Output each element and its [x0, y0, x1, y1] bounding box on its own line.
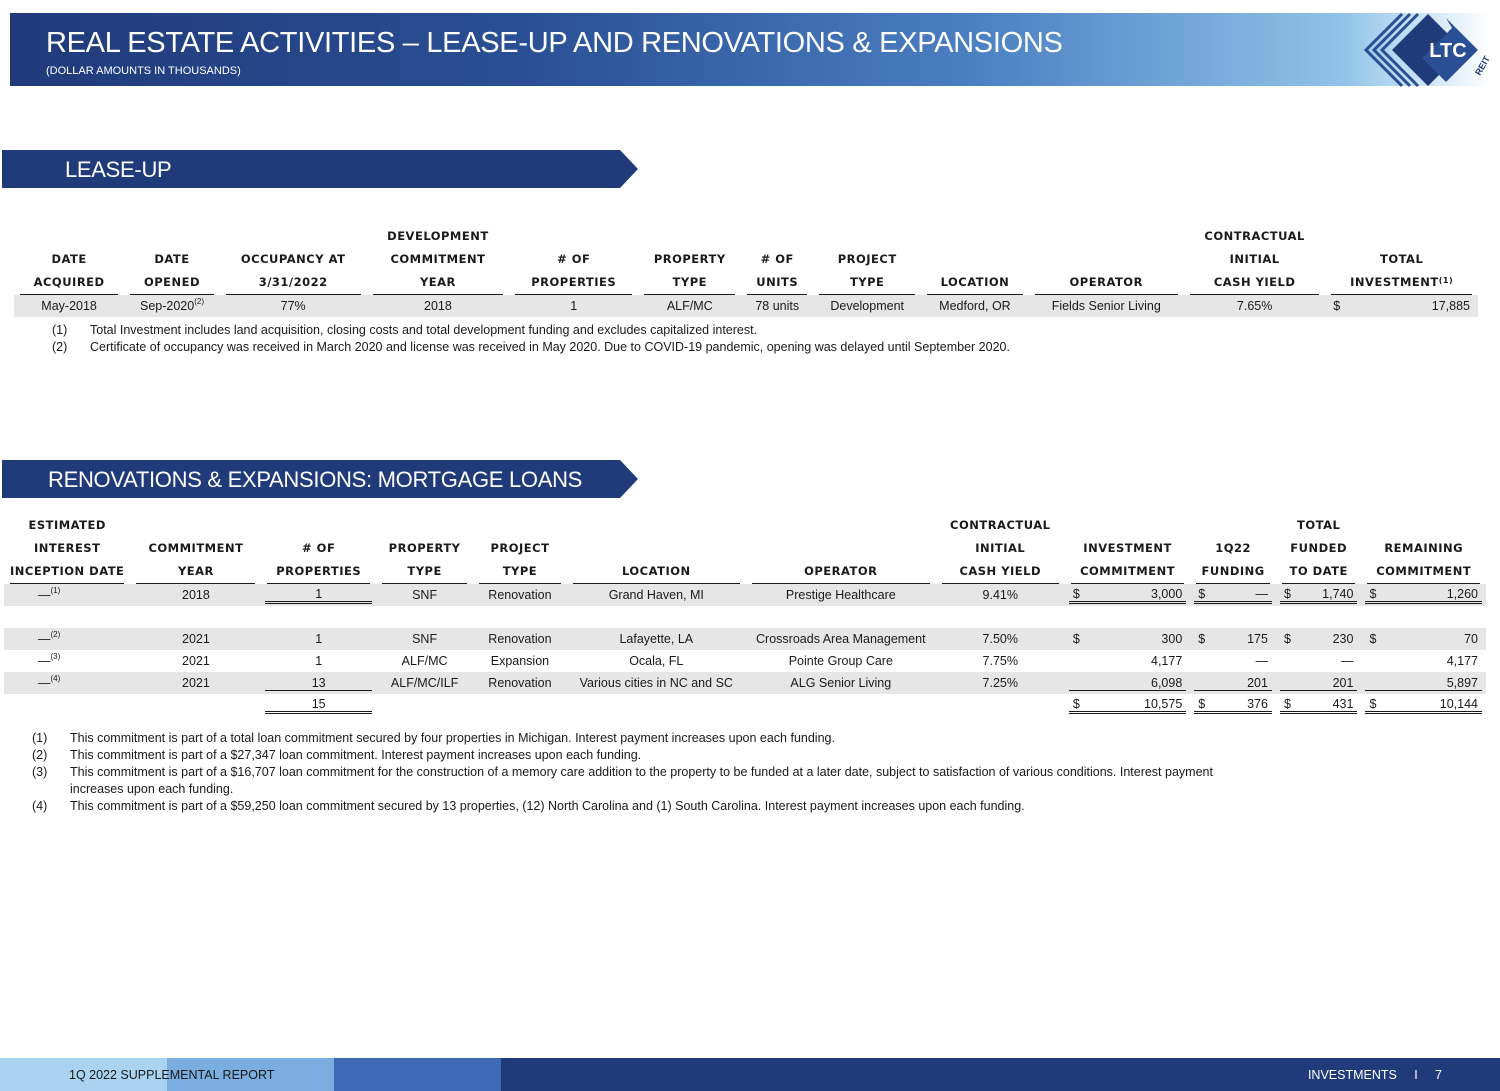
header-line: DATE — [154, 252, 190, 266]
header-line — [924, 202, 1025, 225]
table-row — [4, 672, 1486, 694]
header-line — [1364, 514, 1483, 537]
header-line: OPERATOR — [1035, 271, 1178, 295]
header-line: TYPE — [819, 271, 915, 295]
column-header — [1029, 202, 1184, 295]
project-type: Renovation — [473, 672, 566, 694]
inception-date: —$^{(1)}$ — [4, 584, 130, 606]
footer-bar — [0, 1058, 1500, 1091]
operator: ALG Senior Living — [746, 672, 936, 694]
leaseup-header-row — [14, 202, 1478, 295]
project-type: Development — [813, 295, 921, 317]
commitment-year: 2018 — [367, 295, 510, 317]
header-line: YEAR — [373, 271, 504, 295]
operator: Fields Senior Living — [1029, 295, 1184, 317]
header-line — [749, 537, 933, 560]
investment-commitment: 4,177 — [1151, 654, 1183, 668]
date-opened: Sep-2020$^{(2)}$ — [124, 295, 220, 317]
header-line — [476, 514, 563, 537]
column-header — [1361, 514, 1486, 584]
column-header — [1190, 514, 1276, 584]
column-header — [376, 514, 473, 584]
header-line: # OF — [557, 252, 591, 266]
inception-date: —$^{(2)}$ — [4, 628, 130, 650]
funded-to-date: $ 1,740 — [1276, 584, 1362, 606]
header-line — [133, 514, 258, 537]
renovations-footnotes — [32, 730, 1213, 815]
location: Medford, OR — [921, 295, 1028, 317]
header-line: TOTAL — [1297, 518, 1341, 532]
cash-yield: 7.25% — [936, 672, 1065, 694]
header-line: 3/31/2022 — [226, 271, 361, 295]
header-line: TYPE — [479, 560, 560, 584]
footnote: (1) This commitment is part of a total loan commitment secured by four properties in Michigan. Interest payment increases upon each funding. — [32, 731, 835, 745]
funded-to-date: 201 — [1276, 672, 1362, 694]
header-line — [816, 225, 918, 248]
project-type: Renovation — [473, 584, 566, 606]
header-line: INTEREST — [33, 541, 101, 555]
header-line — [641, 225, 738, 248]
column-header — [1325, 202, 1478, 295]
header-line — [1328, 225, 1475, 248]
header-line — [223, 225, 364, 248]
column-header — [936, 514, 1065, 584]
column-header — [220, 202, 367, 295]
empty-cell — [746, 694, 936, 716]
project-type: Expansion — [490, 654, 550, 668]
investment-commitment: $ 300 — [1065, 628, 1190, 650]
header-line: COMMITMENT — [390, 252, 486, 266]
header-line — [570, 514, 743, 537]
header-line: INVESTMENT — [1083, 541, 1172, 555]
header-line: ESTIMATED — [28, 518, 106, 532]
header-line: # OF — [760, 252, 794, 266]
remaining-commitment: 5,897 — [1361, 672, 1486, 694]
header-line: DEVELOPMENT — [387, 229, 489, 243]
column-header — [567, 514, 746, 584]
remaining-commitment: $ 1,260 — [1361, 584, 1486, 606]
header-line: COMMITMENT — [148, 541, 244, 555]
header-line — [379, 514, 470, 537]
table-row — [4, 628, 1486, 650]
header-line: INCEPTION DATE — [10, 560, 124, 584]
header-line — [264, 514, 372, 537]
header-line: REMAINING — [1384, 541, 1464, 555]
funded-to-date: $ 230 — [1276, 628, 1362, 650]
column-header — [261, 514, 375, 584]
header-line: UNITS — [747, 271, 807, 295]
location: Grand Haven, MI — [567, 584, 746, 606]
footer-section-page: INVESTMENTS I 7 — [1307, 1068, 1442, 1082]
cash-yield: 7.50% — [936, 628, 1065, 650]
page-title: REAL ESTATE ACTIVITIES – LEASE-UP AND RENOVATIONS & EXPANSIONS — [46, 27, 1063, 59]
column-header — [367, 202, 510, 295]
empty-cell — [130, 694, 261, 716]
header-line — [816, 202, 918, 225]
header-line — [744, 202, 810, 225]
remaining-commitment: 4,177 — [1446, 654, 1478, 668]
header-line — [223, 202, 364, 225]
header-line: ACQUIRED — [20, 271, 118, 295]
header-line: OPERATOR — [752, 560, 930, 584]
column-header — [921, 202, 1028, 295]
header-line — [17, 202, 121, 225]
empty-cell — [473, 694, 566, 716]
leaseup-banner-label: LEASE-UP — [65, 157, 172, 182]
header-line: OCCUPANCY AT — [240, 252, 346, 266]
cash-yield: 7.75% — [982, 654, 1018, 668]
header-line — [1032, 202, 1181, 225]
header-line: YEAR — [136, 560, 255, 584]
column-header — [1065, 514, 1190, 584]
operator: Pointe Group Care — [788, 654, 893, 668]
date-acquired: May-2018 — [14, 295, 124, 317]
column-header — [4, 514, 130, 584]
header-line: INITIAL — [1229, 252, 1280, 266]
header-line: TYPE — [382, 560, 467, 584]
location: Ocala, FL — [629, 654, 684, 668]
header-line: # OF — [302, 541, 336, 555]
header-line — [370, 202, 507, 225]
leaseup-banner — [2, 150, 638, 188]
footnote: (2) Certificate of occupancy was received in March 2020 and license was received in May 2020. Due to COVID-19 pandemic, opening was delayed until September 2020. — [52, 340, 1010, 354]
total-properties: 15 — [261, 694, 375, 716]
total-investment: $ 17,885 — [1325, 295, 1478, 317]
column-header — [1184, 202, 1325, 295]
empty-cell — [567, 694, 746, 716]
total-remaining-commitment: $ 10,144 — [1361, 694, 1486, 716]
units: 78 units — [741, 295, 813, 317]
q-funding: $ 175 — [1190, 628, 1276, 650]
header-line — [1193, 514, 1273, 537]
header-line — [1068, 514, 1187, 537]
column-header — [813, 202, 921, 295]
funded-to-date: — — [1340, 654, 1354, 668]
commitment-year: 2021 — [130, 672, 261, 694]
header-line — [127, 202, 217, 225]
header-line — [512, 202, 635, 225]
header-bar — [10, 13, 1490, 86]
header-line — [1032, 248, 1181, 271]
header-line: PROPERTIES — [267, 560, 369, 584]
column-header — [509, 202, 638, 295]
header-line — [17, 225, 121, 248]
header-line: PROPERTY — [388, 541, 461, 555]
inception-date: —$^{(3)}$ — [38, 652, 61, 668]
q-funding: — — [1255, 654, 1268, 668]
header-line — [512, 225, 635, 248]
header-line: FUNDED — [1290, 541, 1348, 555]
renovations-banner-label: RENOVATIONS & EXPANSIONS: MORTGAGE LOANS — [48, 467, 583, 492]
table-row — [14, 295, 1478, 317]
column-header — [746, 514, 936, 584]
footnote: (2) This commitment is part of a $27,347 loan commitment. Interest payment increases upon each funding. — [32, 748, 642, 762]
header-line: COMMITMENT — [1367, 560, 1480, 584]
header-line — [924, 225, 1025, 248]
page-subtitle: (DOLLAR AMOUNTS IN THOUSANDS) — [46, 65, 241, 77]
header-line — [924, 248, 1025, 271]
header-line: CONTRACTUAL — [950, 518, 1051, 532]
commitment-year: 2018 — [130, 584, 261, 606]
location: Various cities in NC and SC — [567, 672, 746, 694]
property-type: SNF — [376, 584, 473, 606]
footnote: (4) This commitment is part of a $59,250 loan commitment secured by 13 properties, (12) North Carolina and (1) South Carolina. Interest payment increases upon each funding. — [32, 799, 1025, 813]
table-row — [4, 650, 1486, 672]
column-header — [14, 202, 124, 295]
header-line: LOCATION — [573, 560, 740, 584]
total-investment-commitment: $ 10,575 — [1065, 694, 1190, 716]
header-line: FUNDING — [1196, 560, 1270, 584]
total-row — [4, 694, 1486, 716]
column-header — [638, 202, 741, 295]
header-line — [1032, 225, 1181, 248]
column-header — [1276, 514, 1362, 584]
operator: Crossroads Area Management — [746, 628, 936, 650]
location: Lafayette, LA — [567, 628, 746, 650]
header-line: CASH YIELD — [942, 560, 1059, 584]
column-header — [473, 514, 566, 584]
properties-count: 13 — [261, 672, 375, 694]
properties-count: 1 — [315, 654, 323, 668]
occupancy: 77% — [220, 295, 367, 317]
empty-cell — [376, 694, 473, 716]
header-line: INITIAL — [975, 541, 1026, 555]
property-type: ALF/MC — [401, 654, 448, 668]
investment-commitment: $ 3,000 — [1065, 584, 1190, 606]
header-line: 1Q22 — [1215, 541, 1251, 555]
header-line: COMMITMENT — [1071, 560, 1184, 584]
renovations-banner — [2, 460, 638, 498]
column-header — [124, 202, 220, 295]
footnote: (3) This commitment is part of a $16,707 loan commitment for the construction of a memory care addition to the property to be funded at a later date, subject to satisfaction of various conditions. Interest payment — [32, 765, 1213, 779]
total-funded-to-date: $ 431 — [1276, 694, 1362, 716]
renovations-header-row — [4, 514, 1486, 584]
cash-yield: 7.65% — [1184, 295, 1325, 317]
header-line: PROPERTIES — [515, 271, 632, 295]
inception-date: —$^{(4)}$ — [4, 672, 130, 694]
project-type: Renovation — [473, 628, 566, 650]
column-header — [741, 202, 813, 295]
column-header — [130, 514, 261, 584]
header-line — [1187, 202, 1322, 225]
footer-report-label: 1Q 2022 SUPPLEMENTAL REPORT — [69, 1068, 275, 1082]
leaseup-footnotes — [52, 322, 1010, 356]
total-q-funding: $ 376 — [1190, 694, 1276, 716]
header-line — [744, 225, 810, 248]
properties-count: 1 — [261, 628, 375, 650]
svg-text:LTC: LTC — [1429, 40, 1467, 62]
footnote: increases upon each funding. — [70, 782, 234, 796]
properties-count: 1 — [509, 295, 638, 317]
header-line: INVESTMENT$^{(1)}$ — [1331, 271, 1472, 295]
header-line: TOTAL — [1379, 252, 1424, 266]
header-line: LOCATION — [927, 271, 1022, 295]
header-line: PROPERTY — [653, 252, 726, 266]
header-line — [570, 537, 743, 560]
properties-count: 1 — [261, 584, 375, 606]
property-type: ALF/MC — [638, 295, 741, 317]
cash-yield: 9.41% — [936, 584, 1065, 606]
investment-commitment: 6,098 — [1065, 672, 1190, 694]
header-line — [641, 202, 738, 225]
leaseup-table — [14, 202, 1478, 317]
q-funding: 201 — [1190, 672, 1276, 694]
q-funding: $ — — [1190, 584, 1276, 606]
commitment-year: 2021 — [182, 654, 210, 668]
empty-cell — [936, 694, 1065, 716]
header-line: OPENED — [130, 271, 214, 295]
renovations-table — [4, 514, 1486, 716]
svg-text:REIT: REIT — [1473, 54, 1492, 77]
header-line: CONTRACTUAL — [1204, 229, 1305, 243]
remaining-commitment: $ 70 — [1361, 628, 1486, 650]
header-line: TO DATE — [1282, 560, 1356, 584]
header-line — [749, 514, 933, 537]
table-row — [4, 584, 1486, 606]
header-line: CASH YIELD — [1190, 271, 1319, 295]
spacer-row — [4, 606, 1486, 628]
operator: Prestige Healthcare — [746, 584, 936, 606]
footnote: (1) Total Investment includes land acquisition, closing costs and total development funding and excludes capitalized interest. — [52, 323, 758, 337]
header-line: PROJECT — [490, 541, 550, 555]
ltc-reit-logo — [1362, 10, 1492, 94]
header-line: DATE — [51, 252, 87, 266]
property-type: ALF/MC/ILF — [376, 672, 473, 694]
header-line: TYPE — [644, 271, 735, 295]
commitment-year: 2021 — [130, 628, 261, 650]
header-line: PROJECT — [837, 252, 897, 266]
empty-cell — [4, 694, 130, 716]
header-line — [127, 225, 217, 248]
header-line — [1328, 202, 1475, 225]
property-type: SNF — [376, 628, 473, 650]
